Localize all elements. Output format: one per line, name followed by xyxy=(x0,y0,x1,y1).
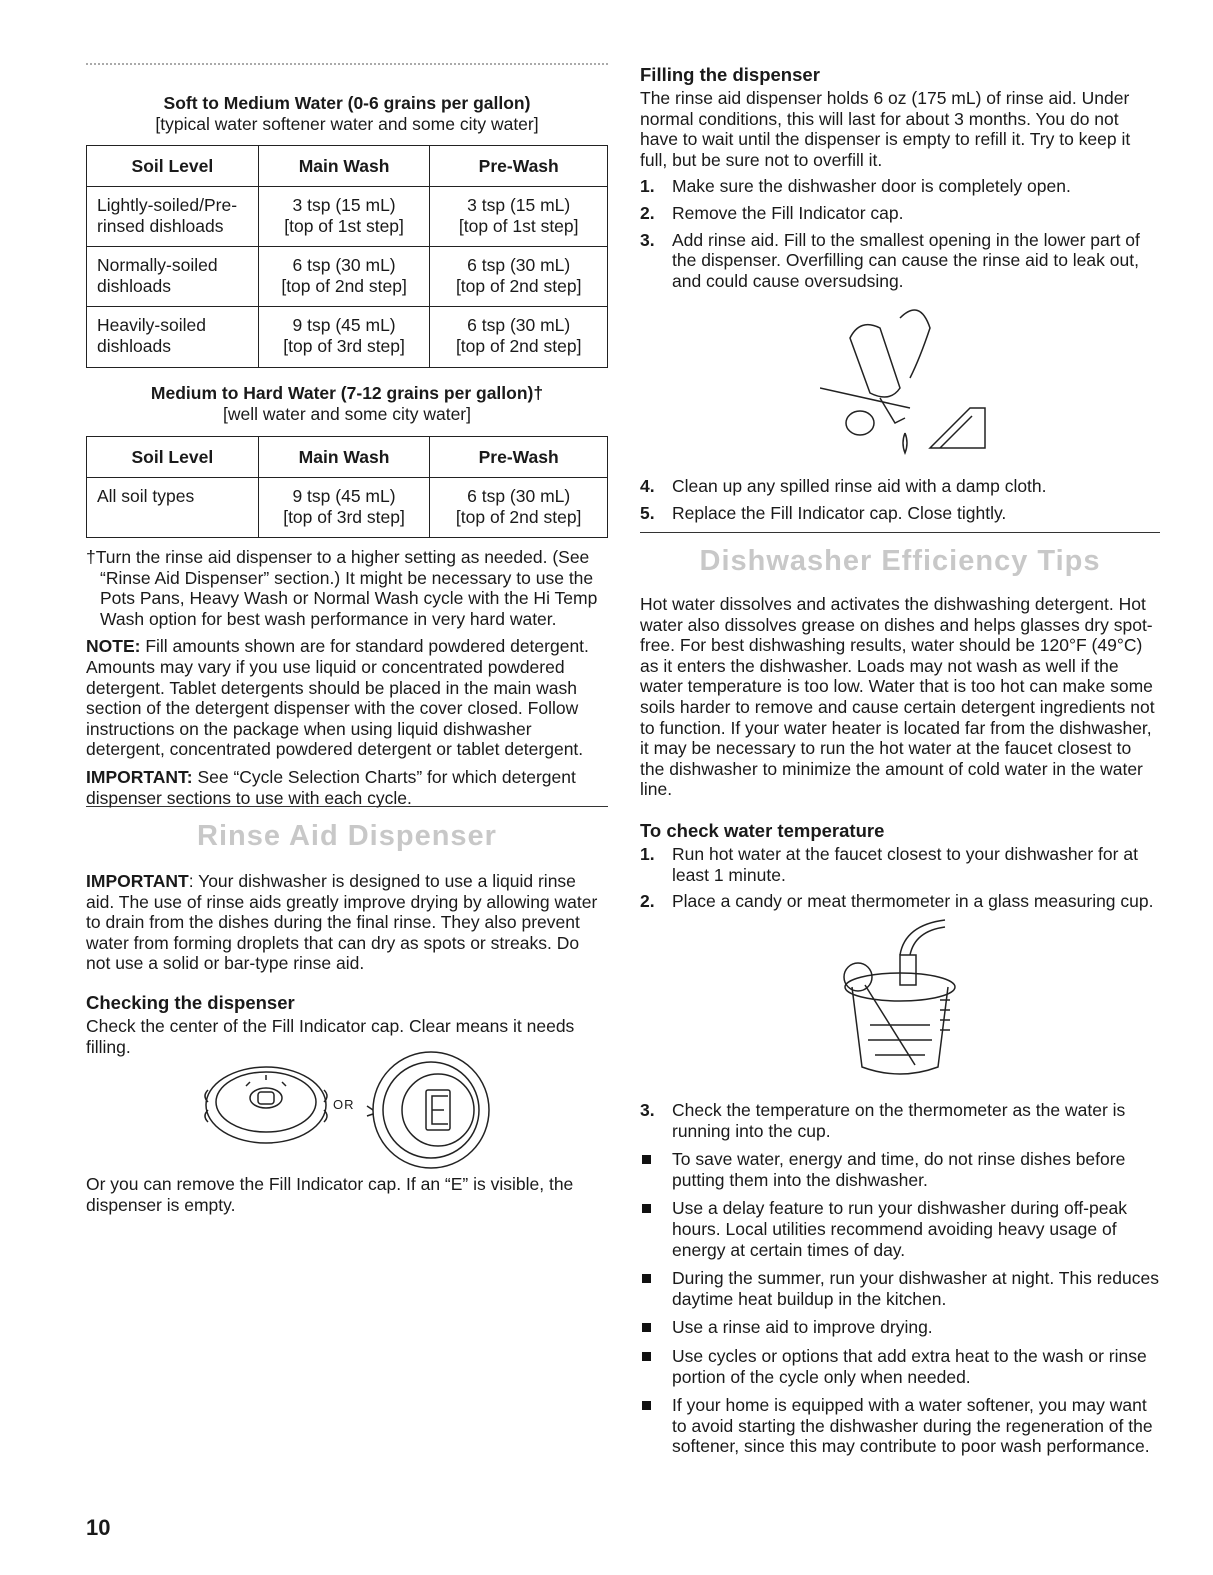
pre-wash-cell: 3 tsp (15 mL) [top of 1st step] xyxy=(430,187,608,247)
list-item: 1. Run hot water at the faucet closest to your dishwasher for at least 1 minute. xyxy=(640,843,1138,885)
soft-table-title: Soft to Medium Water (0-6 grains per gallon) xyxy=(163,93,531,113)
table-row xyxy=(87,307,608,367)
filling-steps-list xyxy=(640,176,1160,291)
tips-block xyxy=(640,1100,1160,1465)
table-header-row xyxy=(87,437,608,478)
list-item: Use a rinse aid to improve drying. xyxy=(640,1317,1160,1338)
efficiency-intro: Hot water dissolves and activates the dishwashing detergent. Hot water also dissolves grease on dishes and helps glasses dry spot-free. For best dishwashing results, water should be 120°F (49°C) as it enters the dishwasher. Loads may not wash as well if the water temperature is too low. Water that is too hot can make some soils harder to remove and cause certain detergent ingredients not to function. If your water heater is located far from the dishwasher, it may be necessary to run the hot water at the faucet closest to the dishwasher to minimize the amount of cold water in the water line. xyxy=(640,594,1155,800)
soil-level-cell: Normally-soiled dishloads xyxy=(87,247,259,307)
remove-cap-text: Or you can remove the Fill Indicator cap. If an “E” is visible, the dispenser is empty. xyxy=(86,1174,574,1215)
soil-level-cell: Heavily-soiled dishloads xyxy=(87,307,259,367)
header-pre-wash: Pre-Wash xyxy=(430,146,608,187)
table-row xyxy=(87,187,608,247)
list-item: To save water, energy and time, do not rinse dishes before putting them into the dishwasher. xyxy=(640,1149,1160,1190)
soft-water-block xyxy=(86,93,608,368)
empty-indicator-e-icon xyxy=(356,1030,496,1180)
measuring-cup-illustration xyxy=(840,915,965,1085)
header-soil-level: Soil Level xyxy=(87,146,259,187)
section-divider xyxy=(86,806,608,807)
filling-heading: Filling the dispenser xyxy=(640,64,820,85)
main-wash-cell: 9 tsp (45 mL) [top of 3rd step] xyxy=(258,478,430,538)
main-wash-cell: 9 tsp (45 mL) [top of 3rd step] xyxy=(258,307,430,367)
pre-wash-cell: 6 tsp (30 mL) [top of 2nd step] xyxy=(430,247,608,307)
pre-wash-cell: 6 tsp (30 mL) [top of 2nd step] xyxy=(430,307,608,367)
footnote-text: †Turn the rinse aid dispenser to a higher setting as needed. (See “Rinse Aid Dispenser” section.) It might be necessary to use the Pots Pans, Heavy Wash or Normal Wash cycle with the Hi Temp Wash option for best wash performance in very hard water. xyxy=(86,547,598,629)
list-item: Use cycles or options that add extra heat to the wash or rinse portion of the cycle only when needed. xyxy=(640,1346,1160,1387)
list-item: Use a delay feature to run your dishwasher during off-peak hours. Local utilities recommend avoiding heavy usage of energy at certain times of day. xyxy=(640,1198,1160,1260)
rinse-aid-bottle-icon xyxy=(820,298,990,458)
top-dotted-rule xyxy=(86,63,608,65)
main-wash-cell: 3 tsp (15 mL) [top of 1st step] xyxy=(258,187,430,247)
pre-wash-cell: 6 tsp (30 mL) [top of 2nd step] xyxy=(430,478,608,538)
hard-water-block xyxy=(86,383,608,538)
soft-table-subtitle: [typical water softener water and some city water] xyxy=(155,114,539,134)
section-title-efficiency: Dishwasher Efficiency Tips xyxy=(699,545,1101,577)
list-item: 5. Replace the Fill Indicator cap. Close tightly. xyxy=(640,502,1007,523)
header-main-wash: Main Wash xyxy=(258,146,430,187)
efficiency-section xyxy=(640,545,1160,918)
list-item: 3. Add rinse aid. Fill to the smallest opening in the lower part of the dispenser. Overfilling can cause the rinse aid to leak out, and could cause oversudsing. xyxy=(640,229,1140,291)
note-paragraph: NOTE: Fill amounts shown are for standard powdered detergent. Amounts may vary if you use liquid or concentrated powdered detergent. Tablet detergents should be placed in the main wash section of the detergent dispenser with the cover closed. Follow instructions on the package when using liquid dishwasher detergent, concentrated powdered detergent or tablet detergent. xyxy=(86,636,589,760)
list-item: 2. Remove the Fill Indicator cap. xyxy=(640,202,904,223)
table-row xyxy=(87,247,608,307)
filling-illustration xyxy=(820,298,990,458)
rinse-aid-important: IMPORTANT: Your dishwasher is designed to use a liquid rinse aid. The use of rinse aids greatly improve drying by allowing water to drain from the dishes during the final rinse. They also prevent water from forming droplets that can dry as spots or streaks. Do not use a solid or bar-type rinse aid. xyxy=(86,871,598,974)
filling-intro: The rinse aid dispenser holds 6 oz (175 mL) of rinse aid. Under normal conditions, this will last for about 3 months. You do not have to wait until the dispenser is empty to refill it. Try to keep it full, but be sure not to overfill it. xyxy=(640,88,1131,170)
list-item: 4. Clean up any spilled rinse aid with a damp cloth. xyxy=(640,476,1047,496)
filling-steps-list-continued xyxy=(640,476,1160,529)
temperature-steps-list xyxy=(640,844,1160,912)
list-item: 3. Check the temperature on the thermometer as the water is running into the cup. xyxy=(640,1100,1126,1141)
temperature-steps-list-continued xyxy=(640,1100,1160,1141)
header-main-wash: Main Wash xyxy=(258,437,430,478)
soil-level-cell: All soil types xyxy=(87,478,259,538)
e-cap-figure xyxy=(356,1030,496,1180)
header-pre-wash: Pre-Wash xyxy=(430,437,608,478)
efficiency-tips-list xyxy=(640,1149,1160,1457)
or-label: OR xyxy=(333,1097,355,1112)
list-item: 1. Make sure the dishwasher door is completely open. xyxy=(640,176,1071,197)
page-number: 10 xyxy=(86,1515,111,1540)
hard-table-title: Medium to Hard Water (7-12 grains per gallon)† xyxy=(150,383,544,403)
detergent-notes xyxy=(86,547,608,808)
list-item: During the summer, run your dishwasher at night. This reduces daytime heat buildup in the kitchen. xyxy=(640,1268,1160,1309)
important-paragraph: IMPORTANT: See “Cycle Selection Charts” for which detergent dispenser sections to use with each cycle. xyxy=(86,766,576,808)
table-row xyxy=(87,478,608,538)
filling-section xyxy=(640,64,1160,297)
section-divider xyxy=(640,532,1160,533)
list-item: 2. Place a candy or meat thermometer in a glass measuring cup. xyxy=(640,891,1154,912)
table-header-row xyxy=(87,146,608,187)
checking-dispenser-text: Check the center of the Fill Indicator cap. Clear means it needs filling. xyxy=(86,1015,575,1057)
rinse-aid-section xyxy=(86,820,608,1057)
header-soil-level: Soil Level xyxy=(87,437,259,478)
hard-table-subtitle: [well water and some city water] xyxy=(222,404,471,424)
main-wash-cell: 6 tsp (30 mL) [top of 2nd step] xyxy=(258,247,430,307)
list-item: If your home is equipped with a water softener, you may want to avoid starting the dishwasher during the regeneration of the softener, since this may contribute to poor wash performance. xyxy=(640,1395,1160,1457)
thermometer-cup-icon xyxy=(840,915,965,1085)
checking-dispenser-heading: Checking the dispenser xyxy=(86,991,295,1013)
soil-level-cell: Lightly-soiled/Pre- rinsed dishloads xyxy=(87,187,259,247)
check-temperature-heading: To check water temperature xyxy=(640,819,885,841)
soft-water-table xyxy=(86,145,608,368)
hard-water-table xyxy=(86,436,608,538)
section-title-rinse-aid: Rinse Aid Dispenser xyxy=(197,820,497,852)
